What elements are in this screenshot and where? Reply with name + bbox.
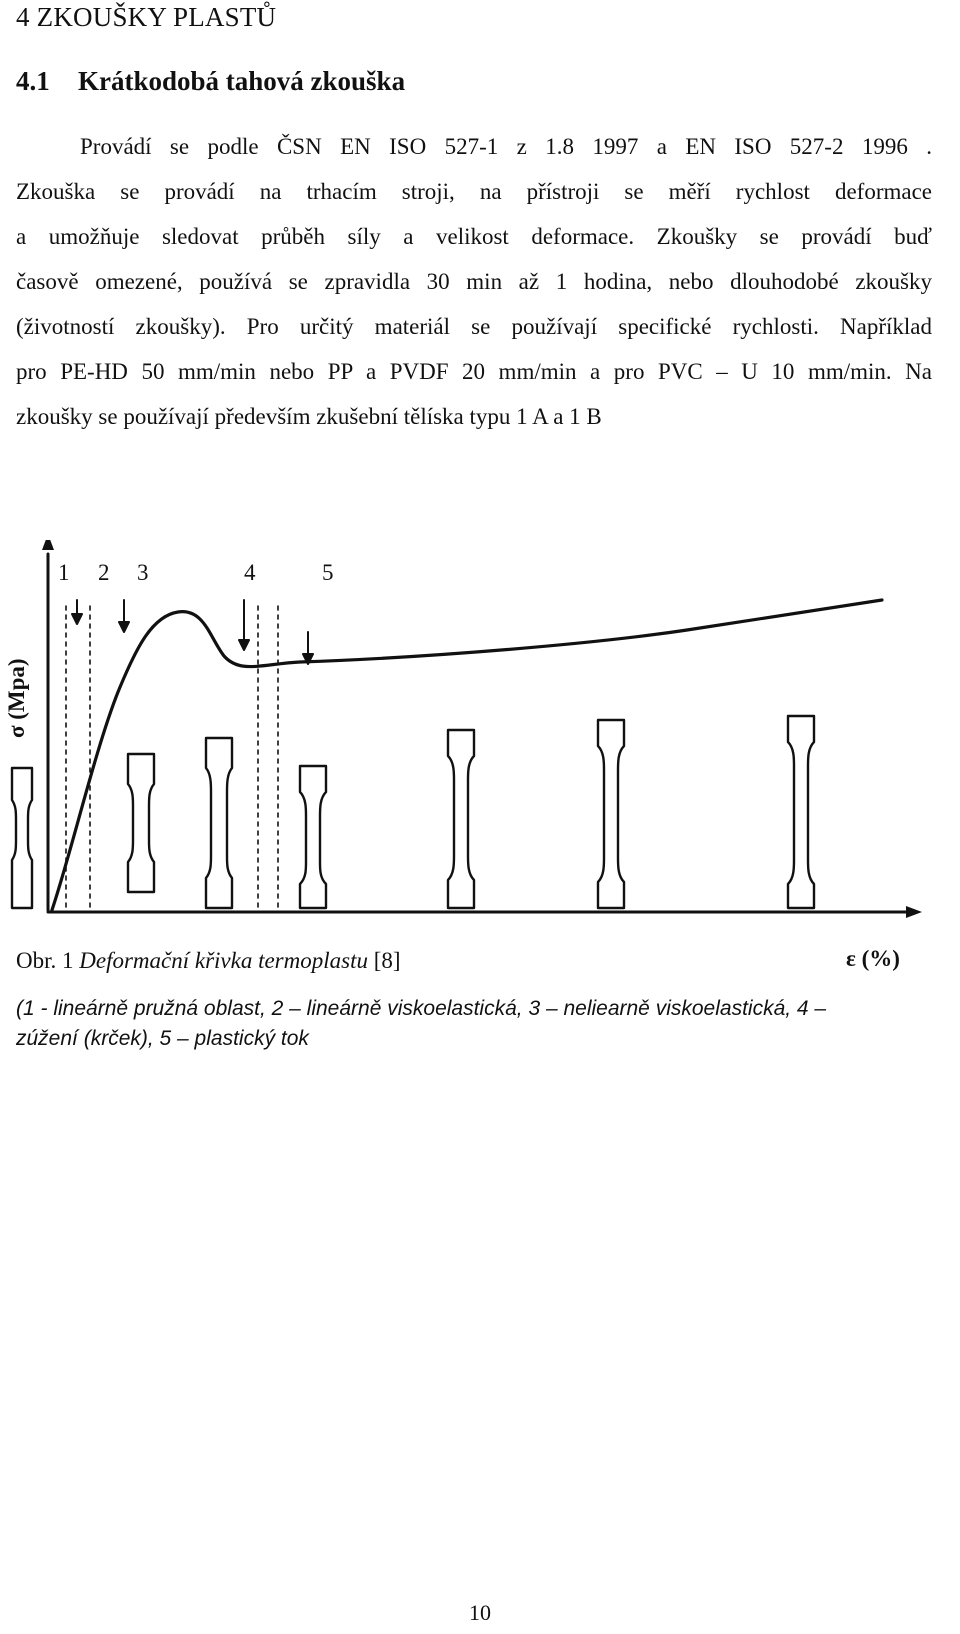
section-title: Krátkodobá tahová zkouška (78, 66, 406, 96)
caption-reference: [8] (373, 948, 401, 973)
legend-line: zúžení (krček), 5 – plastický tok (16, 1027, 309, 1050)
region-arrow-icon (303, 632, 313, 664)
test-specimen-5 (448, 730, 474, 908)
section-number: 4.1 (16, 66, 50, 96)
figure-caption (16, 948, 401, 974)
deformation-curve-diagram (0, 540, 960, 940)
test-specimen-1 (12, 768, 32, 908)
paragraph-line: Provádí se podle ČSN EN ISO 527-1 z 1.8 1997 a EN ISO 527-2 1996 . (80, 134, 932, 159)
test-specimen-6 (598, 720, 624, 908)
x-axis-label: ε (%) (846, 946, 900, 971)
region-arrow-icon (239, 600, 249, 650)
region-label-5: 5 (322, 560, 334, 585)
paragraph-line: Zkouška se provádí na trhacím stroji, na přístroji se měří rychlost deformace (16, 179, 932, 204)
region-arrow-icon (72, 600, 82, 624)
legend-line: (1 - lineárně pružná oblast, 2 – lineárně viskoelastická, 3 – neliearně viskoelastická, 4 – (16, 997, 827, 1020)
test-specimen-2 (128, 754, 154, 892)
region-label-1: 1 (58, 560, 70, 585)
paragraph-line: pro PE-HD 50 mm/min nebo PP a PVDF 20 mm/min a pro PVC – U 10 mm/min. Na (16, 359, 932, 384)
paragraph-line: a umožňuje sledovat průběh síly a velikost deformace. Zkoušky se provádí buď (16, 224, 932, 249)
paragraph-line: zkoušky se používají především zkušební tělíska typu 1 A a 1 B (16, 404, 602, 429)
page-number: 10 (469, 1600, 491, 1625)
test-specimen-3 (206, 738, 232, 908)
test-specimen-4 (300, 766, 326, 908)
paragraph-line: (životností zkoušky). Pro určitý materiál se používají specifické rychlosti. Například (16, 314, 932, 339)
chapter-heading: 4 ZKOUŠKY PLASTŮ (16, 2, 277, 32)
caption-title: Deformační křivka termoplastu (79, 948, 368, 973)
stress-strain-figure (0, 540, 960, 940)
paragraph-line: časově omezené, používá se zpravidla 30 min až 1 hodina, nebo dlouhodobé zkoušky (16, 269, 932, 294)
test-specimen-7 (788, 716, 814, 908)
y-axis-label: σ (Mpa) (4, 658, 29, 738)
region-label-2: 2 (98, 560, 110, 585)
x-axis-arrow-icon (906, 906, 922, 918)
figure-legend (16, 994, 932, 1054)
region-label-4: 4 (244, 560, 256, 585)
body-paragraph (16, 124, 932, 439)
y-axis-arrow-icon (42, 540, 54, 550)
region-label-3: 3 (137, 560, 149, 585)
caption-prefix: Obr. 1 (16, 948, 74, 973)
region-arrow-icon (119, 600, 129, 632)
section-heading (16, 66, 405, 97)
